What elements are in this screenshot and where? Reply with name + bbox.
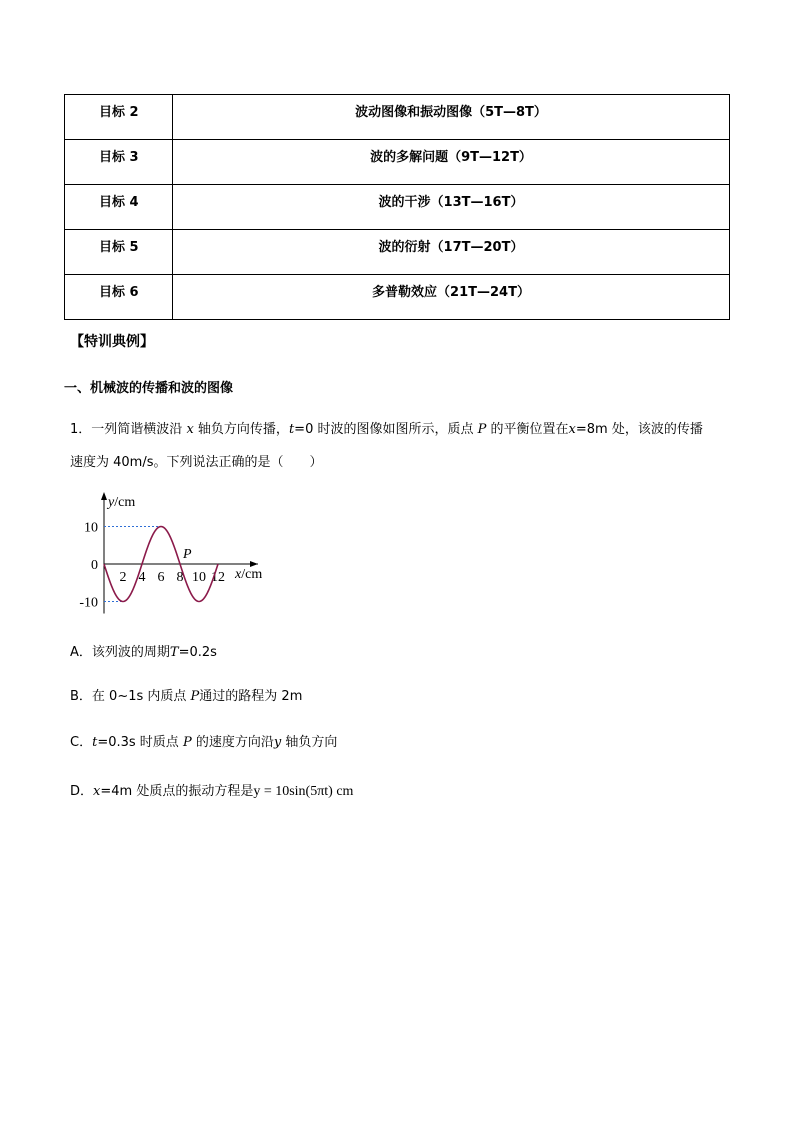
option-a: A．该列波的周期T=0.2s: [70, 645, 217, 660]
point-p-label: P: [183, 547, 192, 562]
goal-content: 波的干涉（13T—16T）: [173, 185, 730, 230]
goal-label: 目标 4: [65, 185, 173, 230]
goal-label: 目标 3: [65, 140, 173, 185]
table-row: [65, 95, 730, 140]
goal-content: 多普勒效应（21T—24T）: [173, 275, 730, 320]
goal-label: 目标 5: [65, 230, 173, 275]
goal-content: 波的多解问题（9T—12T）: [173, 140, 730, 185]
x-tick-label: 6: [157, 570, 165, 585]
goal-label: 目标 2: [65, 95, 173, 140]
section-title: 一、机械波的传播和波的图像: [64, 381, 234, 396]
option-c: C．t=0.3s 时质点 P 的速度方向沿y 轴负方向: [70, 735, 338, 750]
question-number: 1．: [70, 422, 92, 437]
chart-axes: [79, 492, 262, 614]
x-tick-label: 2: [119, 570, 127, 585]
goal-content: 波动图像和振动图像（5T—8T）: [173, 95, 730, 140]
table-row: [65, 140, 730, 185]
section-heading: 【特训典例】: [70, 334, 154, 350]
question-text: 1．一列简谐横波沿 x 轴负方向传播，t=0 时波的图像如图所示，质点 P 的平衡位置在x=8m 处，该波的传播: [70, 422, 703, 437]
y-tick-label: 0: [91, 558, 98, 573]
question-text-line2: 速度为 40m/s。下列说法正确的是（ ）: [70, 455, 323, 470]
goal-label: 目标 6: [65, 275, 173, 320]
table-row: [65, 185, 730, 230]
x-tick-label: 4: [138, 570, 146, 585]
option-b: B．在 0~1s 内质点 P通过的路程为 2m: [70, 689, 303, 704]
goal-table: [64, 94, 730, 320]
option-d: D．x=4m 处质点的振动方程是y = 10sin(5πt) cm: [70, 784, 354, 799]
goal-content: 波的衍射（17T—20T）: [173, 230, 730, 275]
x-axis-label: x/cm: [235, 567, 263, 582]
x-tick-label: 8: [176, 570, 184, 585]
y-axis-arrow: [101, 492, 107, 500]
table-row: [65, 230, 730, 275]
formula: y = 10sin(5πt) cm: [253, 784, 354, 799]
table-row: [65, 275, 730, 320]
x-tick-label: 10: [192, 570, 206, 585]
y-axis-label: y/cm: [108, 495, 136, 510]
y-tick-label: -10: [79, 595, 98, 611]
x-tick-label: 12: [211, 570, 225, 585]
wave-chart: [64, 488, 284, 618]
y-tick-label: 10: [84, 520, 98, 536]
